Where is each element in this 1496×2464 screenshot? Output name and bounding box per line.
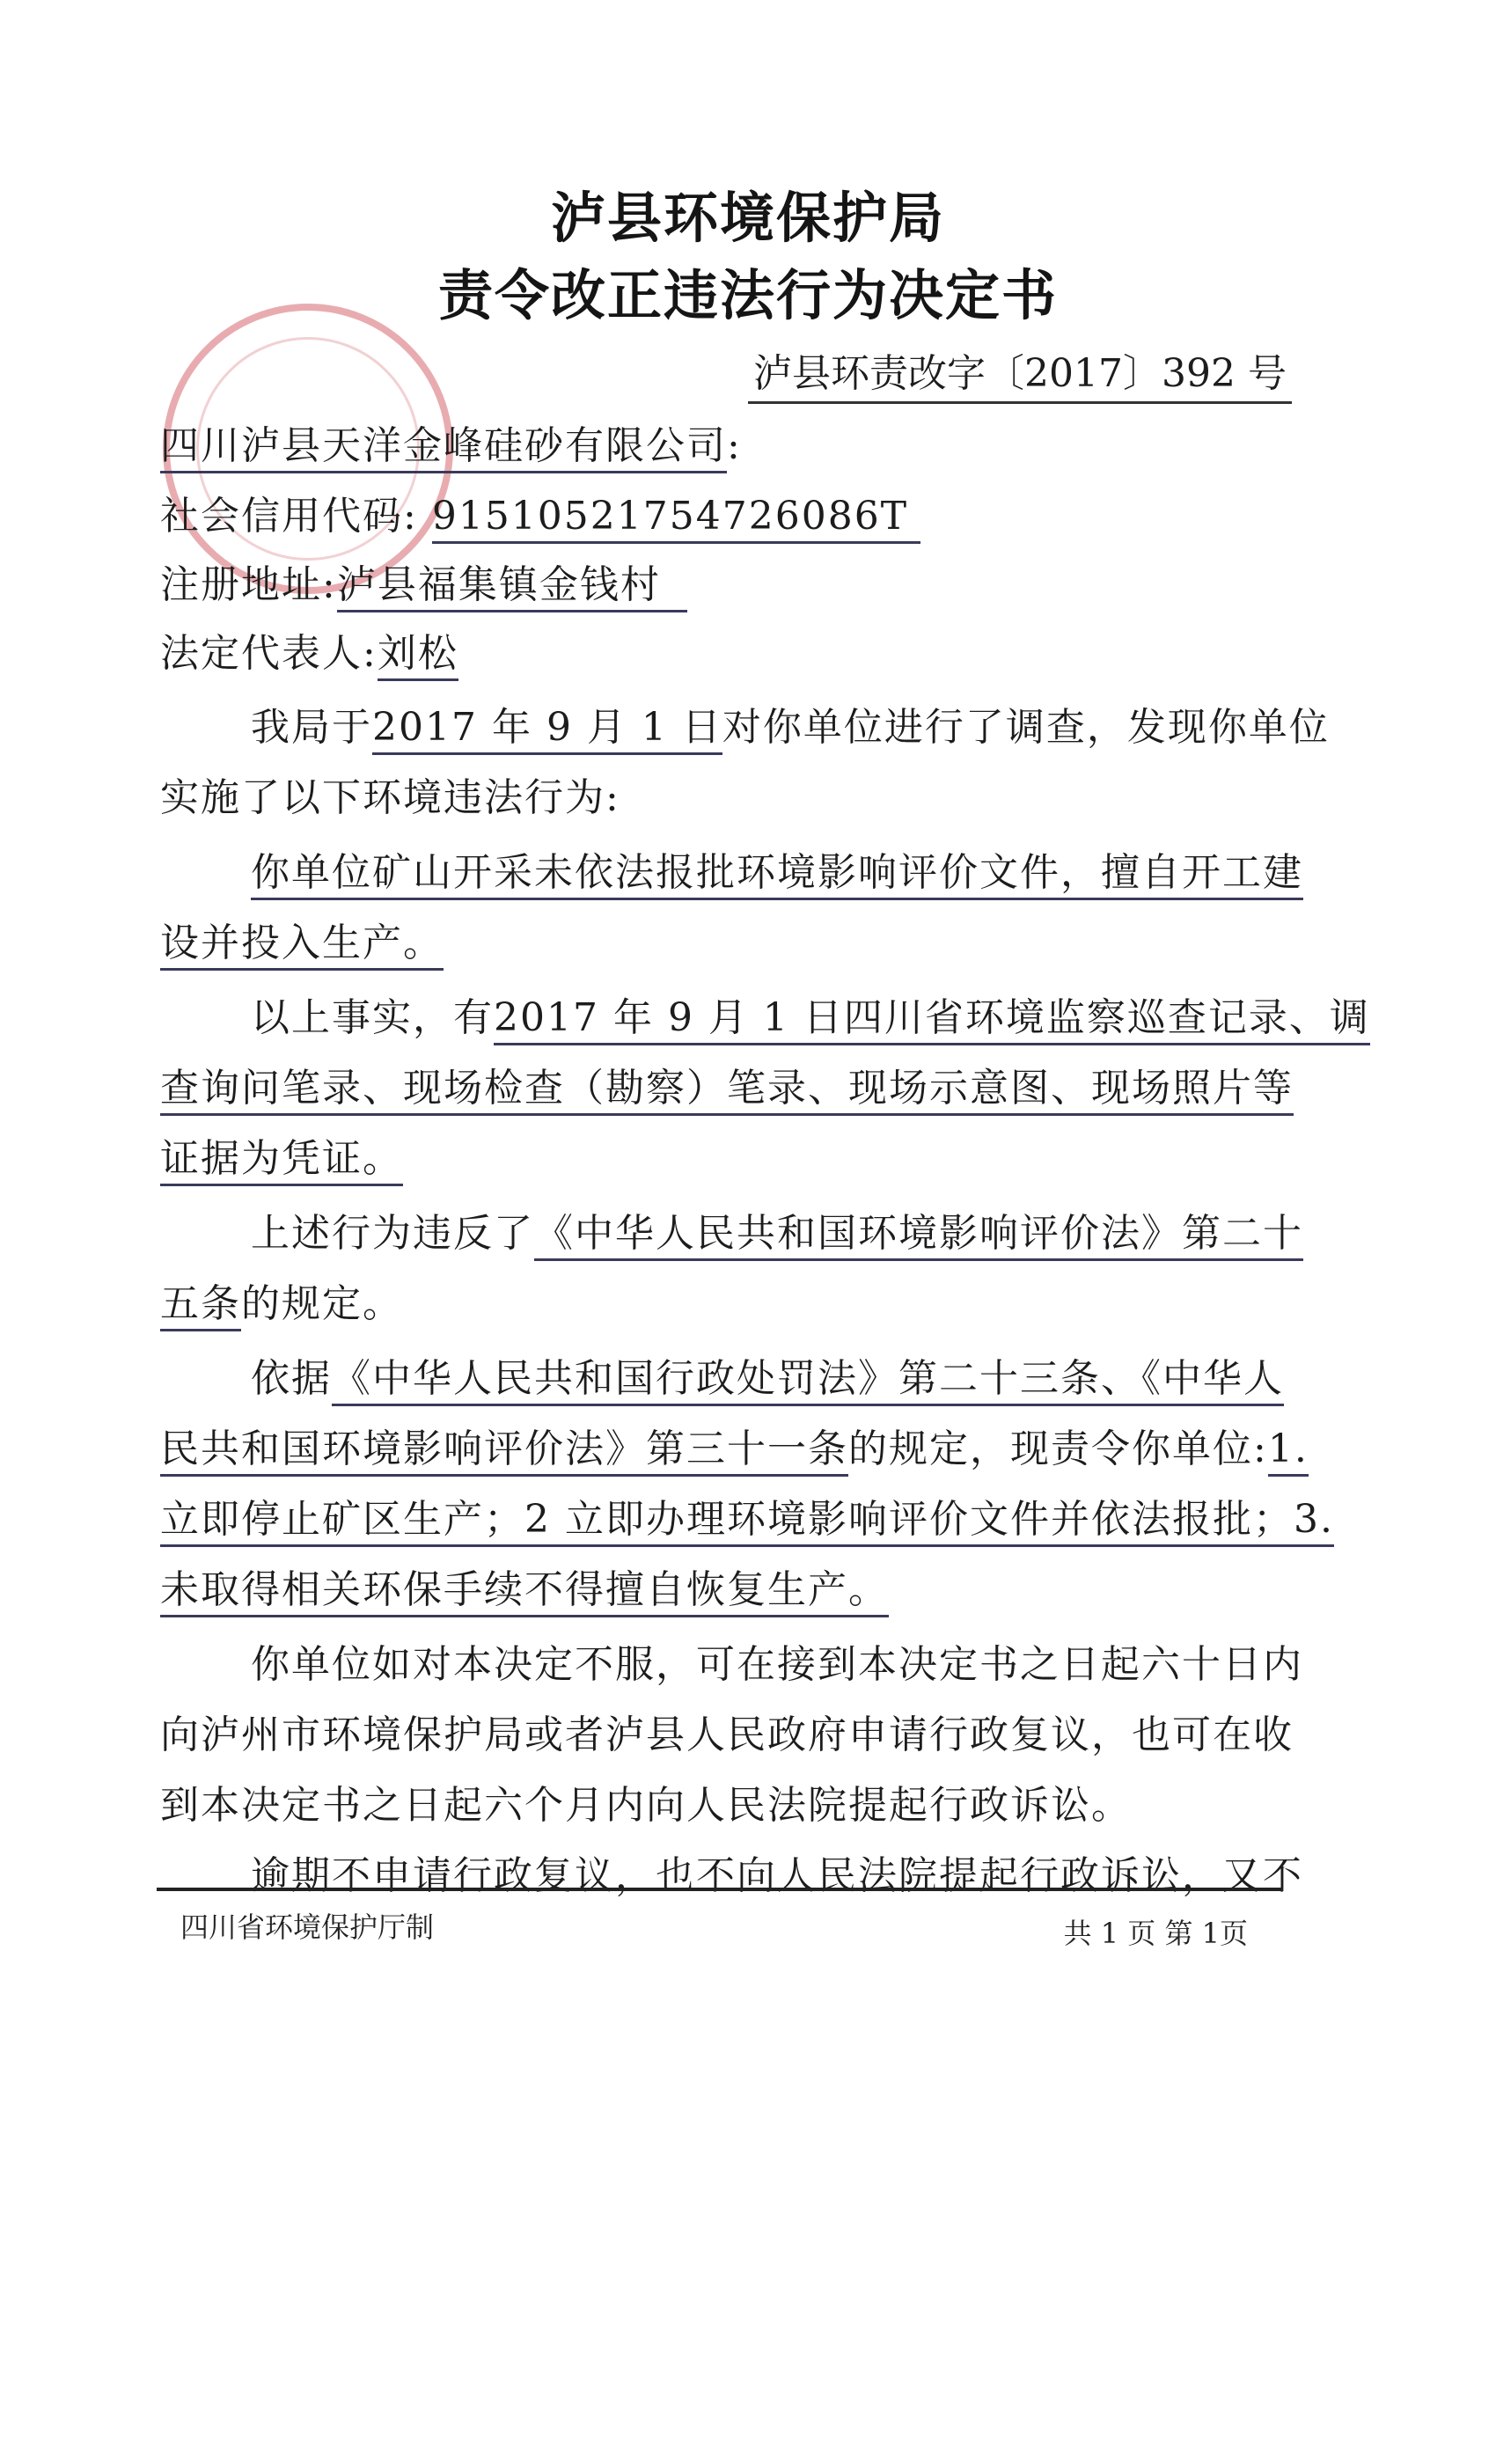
paragraph-1-line-1 <box>251 695 1395 752</box>
paragraph-3-line-2 <box>160 1056 1304 1112</box>
p4-text-b: 《中华人民共和国环境影响评价法》第二十 <box>534 1211 1303 1261</box>
credit-code-value: 91510521754726086T <box>432 494 920 544</box>
paragraph-5-line-3 <box>160 1487 1334 1544</box>
representative-label: 法定代表人: <box>160 631 378 676</box>
footer-page-count: 共 1 页 第 1页 <box>1063 1917 1248 1950</box>
title-line-1: 泸县环境保护局 <box>550 186 945 250</box>
p3-text-b: 2017 年 9 月 1 日四川省环境监察巡查记录、调 <box>494 995 1370 1045</box>
address-line <box>160 553 1304 609</box>
paragraph-4-line-1 <box>251 1201 1395 1258</box>
recipient-name: 四川泸县天洋金峰硅砂有限公司 <box>160 423 727 473</box>
paragraph-2-line-1 <box>251 840 1395 897</box>
paragraph-6-line-3: 到本决定书之日起六个月内向人民法院提起行政诉讼。 <box>160 1783 1132 1828</box>
p3-text-d: 证据为凭证。 <box>160 1136 403 1186</box>
footer-issuer: 四川省环境保护厅制 <box>180 1910 435 1944</box>
p1-text-b: 对你单位进行了调查，发现你单位 <box>722 705 1330 750</box>
paragraph-7-line-1: 逾期不申请行政复议，也不向人民法院提起行政诉讼，又不 <box>251 1853 1303 1898</box>
recipient-line <box>160 414 1304 470</box>
p5-text-d: 的规定，现责令你单位: <box>848 1426 1268 1471</box>
paragraph-5-line-1 <box>251 1346 1395 1403</box>
p4-text-c: 五条 <box>160 1281 241 1331</box>
representative-name: 刘松 <box>378 631 458 681</box>
paragraph-3-line-3 <box>160 1126 1304 1183</box>
title-line-2: 责令改正违法行为决定书 <box>437 263 1058 327</box>
paragraph-2-line-2 <box>160 911 1304 967</box>
p5-text-b: 《中华人民共和国行政处罚法》第二十三条、《中华人 <box>332 1356 1284 1406</box>
p4-text-a: 上述行为违反了 <box>251 1211 534 1256</box>
p4-text-d: 的规定。 <box>241 1281 403 1326</box>
p5-text-a: 依据 <box>251 1356 332 1401</box>
p5-text-e: 1. <box>1268 1426 1309 1477</box>
p2-text-b: 设并投入生产。 <box>160 920 444 971</box>
paragraph-5-line-2 <box>160 1417 1309 1473</box>
representative-line <box>160 621 1304 678</box>
paragraph-4-line-2 <box>160 1272 1304 1328</box>
p5-text-f: 立即停止矿区生产；2 立即办理环境影响评价文件并依法报批；3. <box>160 1497 1334 1547</box>
document-number: 泸县环责改字〔2017〕392 号 <box>748 341 1292 404</box>
p1-date: 2017 年 9 月 1 日 <box>372 705 722 755</box>
p3-text-a: 以上事实，有 <box>251 995 494 1040</box>
footer-divider <box>157 1888 1283 1891</box>
recipient-colon: : <box>727 423 742 468</box>
paragraph-5-line-4 <box>160 1558 1304 1614</box>
credit-code-line <box>160 484 1304 540</box>
paragraph-6-line-1: 你单位如对本决定不服，可在接到本决定书之日起六十日内 <box>251 1642 1303 1687</box>
p2-text-a: 你单位矿山开采未依法报批环境影响评价文件，擅自开工建 <box>251 850 1303 900</box>
paragraph-6-line-2: 向泸州市环境保护局或者泸县人民政府申请行政复议，也可在收 <box>160 1712 1294 1757</box>
p5-text-g: 未取得相关环保手续不得擅自恢复生产。 <box>160 1567 889 1617</box>
paragraph-1-line-2: 实施了以下环境违法行为: <box>160 775 620 820</box>
p1-text-a: 我局于 <box>251 705 372 750</box>
p5-text-c: 民共和国环境影响评价法》第三十一条 <box>160 1426 848 1477</box>
p3-text-c: 查询问笔录、现场检查（勘察）笔录、现场示意图、现场照片等 <box>160 1066 1294 1116</box>
address-value: 泸县福集镇金钱村 <box>337 562 687 612</box>
address-label: 注册地址: <box>160 562 337 607</box>
credit-code-label: 社会信用代码: <box>160 494 418 539</box>
paragraph-3-line-1 <box>251 986 1395 1042</box>
